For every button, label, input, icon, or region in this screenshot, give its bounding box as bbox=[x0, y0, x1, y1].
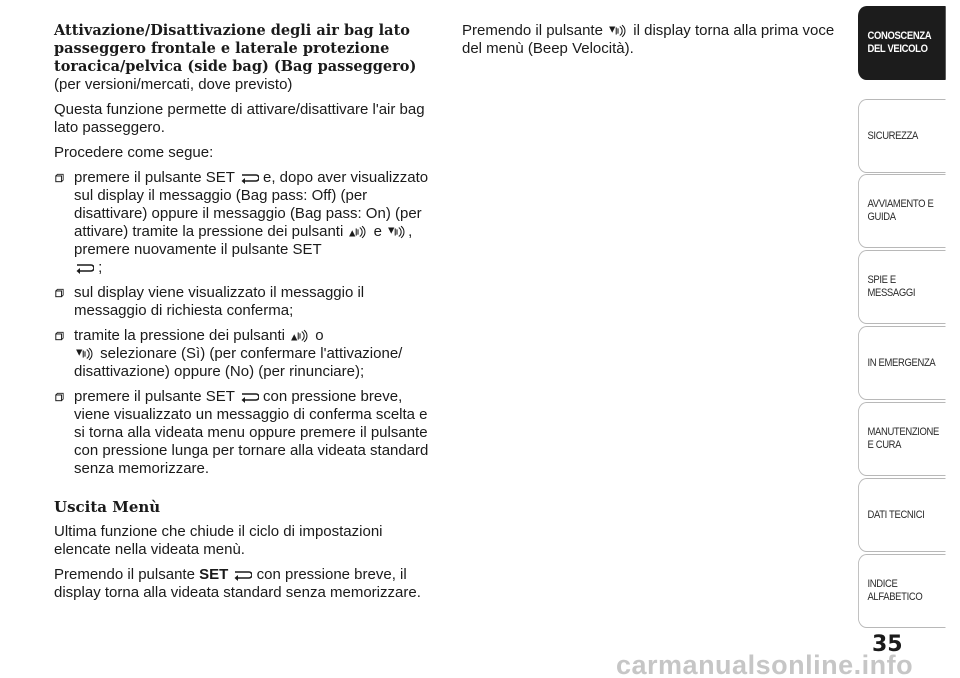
section-heading: Attivazione/Disattivazione degli air bag lato passeggero frontale e laterale protezione toracica/pelvica (side bag) (Bag passeggero) bbox=[54, 22, 417, 75]
heading-note: (per versioni/mercati, dove previsto) bbox=[54, 76, 293, 93]
set-return-arrow-icon bbox=[239, 391, 259, 405]
down-voice-button-icon bbox=[607, 23, 629, 39]
list-item: sul display viene visualizzato il messaggio il messaggio di richiesta conferma; bbox=[54, 284, 438, 320]
tab-avviamento-e-guida[interactable]: AVVIAMENTO E GUIDA bbox=[858, 174, 946, 248]
tab-sicurezza[interactable]: SICUREZZA bbox=[858, 99, 946, 173]
up-voice-button-icon bbox=[289, 328, 311, 344]
tab-indice-alfabetico[interactable]: INDICE ALFABETICO bbox=[858, 554, 946, 628]
chapter-sidebar bbox=[858, 0, 960, 678]
down-voice-button-icon bbox=[74, 346, 96, 362]
intro-paragraph: Questa funzione permette di attivare/disattivare l'air bag lato passeggero. bbox=[54, 101, 425, 136]
exit-menu-text: Ultima funzione che chiude il ciclo di impostazioni elencate nella videata menù. bbox=[54, 523, 383, 558]
exit-menu-press: Premendo il pulsante SET con pressione breve, il display torna alla videata standard senza memorizzare. bbox=[54, 566, 421, 601]
tab-conoscenza-del-veicolo[interactable]: CONOSCENZA DEL VEICOLO bbox=[858, 6, 946, 80]
set-return-arrow-icon bbox=[74, 262, 94, 276]
watermark: carmanualsonline.info bbox=[616, 650, 914, 678]
procedure-list bbox=[54, 169, 438, 478]
set-return-arrow-icon bbox=[232, 569, 252, 583]
exit-menu-title: Uscita Menù bbox=[54, 498, 161, 516]
checkbox-bullet-icon bbox=[55, 288, 64, 298]
return-first-item-text: Premendo il pulsante il display torna alla prima voce del menù (Beep Velocità). bbox=[462, 22, 835, 57]
tab-dati-tecnici[interactable]: DATI TECNICI bbox=[858, 478, 946, 552]
checkbox-bullet-icon bbox=[55, 173, 64, 183]
down-voice-button-icon bbox=[386, 224, 408, 240]
checkbox-bullet-icon bbox=[55, 392, 64, 402]
list-item: premere il pulsante SET e, dopo aver visualizzato sul display il messaggio (Bag pass: Off) (per disattivare) oppure il messaggio (Bag pass: On) (per attivare) tramite la pressione dei pulsanti e , premere nuovamente il pulsante SET ; bbox=[54, 169, 438, 277]
procedure-label: Procedere come segue: bbox=[54, 144, 214, 161]
right-column bbox=[462, 22, 842, 58]
left-column bbox=[54, 22, 438, 602]
up-voice-button-icon bbox=[347, 224, 369, 240]
list-item: tramite la pressione dei pulsanti o selezionare (Sì) (per confermare l'attivazione/ disattivazione) oppure (No) (per rinunciare); bbox=[54, 327, 438, 381]
tab-spie-e-messaggi[interactable]: SPIE E MESSAGGI bbox=[858, 250, 946, 324]
page-number: 35 bbox=[872, 632, 903, 657]
tab-in-emergenza[interactable]: IN EMERGENZA bbox=[858, 326, 946, 400]
set-return-arrow-icon bbox=[239, 172, 259, 186]
tab-manutenzione-e-cura[interactable]: MANUTENZIONE E CURA bbox=[858, 402, 946, 476]
list-item: premere il pulsante SET con pressione breve, viene visualizzato un messaggio di conferma scelta e si torna alla videata menu oppure premere il pulsante con pressione lunga per tornare alla videata standard senza memorizzare. bbox=[54, 388, 438, 478]
checkbox-bullet-icon bbox=[55, 331, 64, 341]
